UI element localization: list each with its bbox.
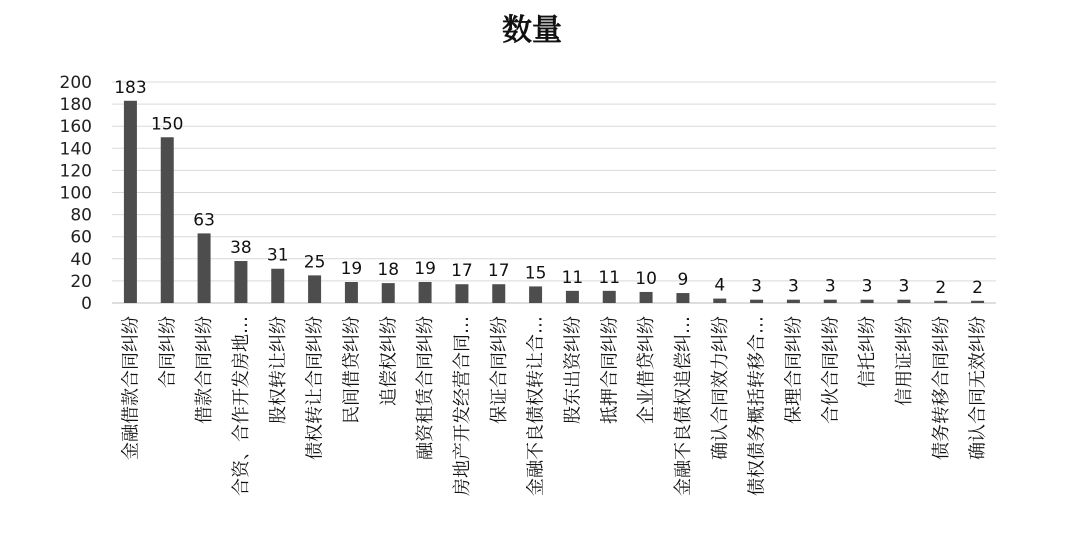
x-tick-label: 房地产开发经营合同… <box>451 315 473 496</box>
x-tick-label: 追偿权纠纷 <box>378 316 400 406</box>
bar <box>345 282 358 303</box>
y-tick-label: 80 <box>70 205 92 226</box>
chart-title: 数量 <box>502 13 562 48</box>
data-label: 2 <box>935 277 947 298</box>
x-tick-label: 股权转让纠纷 <box>267 316 289 424</box>
bar <box>234 261 247 303</box>
data-label: 9 <box>677 270 689 291</box>
data-label: 183 <box>114 77 147 98</box>
x-tick-label: 借款合同纠纷 <box>194 316 216 424</box>
x-tick-label: 债权债务概括转移合… <box>746 316 768 496</box>
bar <box>787 300 800 303</box>
bar <box>124 101 137 303</box>
y-tick-label: 120 <box>59 161 92 182</box>
data-label: 25 <box>303 252 326 273</box>
data-label: 19 <box>414 259 436 280</box>
data-label: 18 <box>377 260 400 281</box>
bar <box>455 284 468 303</box>
x-tick-label: 确认合同效力纠纷 <box>709 316 731 460</box>
data-label: 63 <box>193 210 215 231</box>
x-tick-label: 债权转让合同纠纷 <box>304 316 326 460</box>
bar <box>382 283 395 303</box>
data-label: 17 <box>487 261 510 282</box>
data-label: 15 <box>524 263 547 284</box>
data-label: 10 <box>635 268 657 289</box>
x-tick-label: 合伙合同纠纷 <box>820 316 842 424</box>
data-label: 3 <box>861 276 873 297</box>
bar <box>676 293 689 303</box>
bar <box>529 286 542 303</box>
y-tick-label: 160 <box>59 117 92 138</box>
bar <box>161 137 174 303</box>
bar <box>492 284 505 303</box>
data-label: 17 <box>451 261 473 282</box>
x-tick-label: 企业借贷纠纷 <box>636 316 658 424</box>
x-tick-label: 合资、合作开发房地… <box>230 316 252 496</box>
x-axis <box>120 316 988 496</box>
data-label: 19 <box>340 259 363 280</box>
y-axis <box>60 73 92 314</box>
x-tick-label: 民间借贷纠纷 <box>341 316 363 424</box>
y-tick-label: 0 <box>81 294 92 314</box>
data-label: 3 <box>824 276 836 297</box>
bar <box>861 300 874 303</box>
bars <box>124 101 984 303</box>
y-tick-label: 200 <box>59 73 92 93</box>
data-label: 38 <box>230 238 252 259</box>
data-label: 3 <box>898 276 910 297</box>
x-tick-label: 抵押合同纠纷 <box>599 316 621 424</box>
y-tick-label: 100 <box>59 183 92 204</box>
y-tick-label: 20 <box>70 271 92 292</box>
x-tick-label: 合同纠纷 <box>157 316 179 388</box>
bar <box>971 301 984 303</box>
bar <box>750 300 763 303</box>
y-tick-label: 60 <box>70 227 92 248</box>
bar <box>419 282 432 303</box>
y-tick-label: 40 <box>70 249 92 270</box>
x-tick-label: 保理合同纠纷 <box>783 316 805 424</box>
data-label: 2 <box>972 277 983 298</box>
data-label: 31 <box>266 245 289 266</box>
bar <box>640 292 653 303</box>
data-label: 150 <box>151 114 184 135</box>
y-tick-label: 180 <box>59 95 92 116</box>
y-tick-label: 140 <box>59 139 92 160</box>
x-tick-label: 金融不良债权追偿纠… <box>672 316 694 496</box>
bar <box>824 300 837 303</box>
x-tick-label: 债务转移合同纠纷 <box>930 316 952 460</box>
x-tick-label: 金融借款合同纠纷 <box>120 316 142 460</box>
bar <box>713 299 726 303</box>
data-label: 4 <box>714 275 726 296</box>
x-tick-label: 保证合同纠纷 <box>488 316 510 424</box>
bar <box>934 301 947 303</box>
data-label: 11 <box>561 267 584 288</box>
bar <box>198 233 211 303</box>
data-label: 3 <box>751 276 762 297</box>
x-tick-label: 确认合同无效纠纷 <box>967 315 989 460</box>
x-tick-label: 金融不良债权转让合… <box>525 316 547 496</box>
x-tick-label: 融资租赁合同纠纷 <box>415 316 437 461</box>
x-tick-label: 信用证纠纷 <box>893 316 915 406</box>
x-tick-label: 信托纠纷 <box>857 316 879 388</box>
data-label: 3 <box>788 276 799 297</box>
bar <box>271 269 284 303</box>
bar <box>897 300 910 303</box>
data-label: 11 <box>598 267 621 288</box>
bar <box>566 291 579 303</box>
bar <box>308 275 321 303</box>
x-tick-label: 股东出资纠纷 <box>562 316 584 424</box>
bar <box>603 291 616 303</box>
